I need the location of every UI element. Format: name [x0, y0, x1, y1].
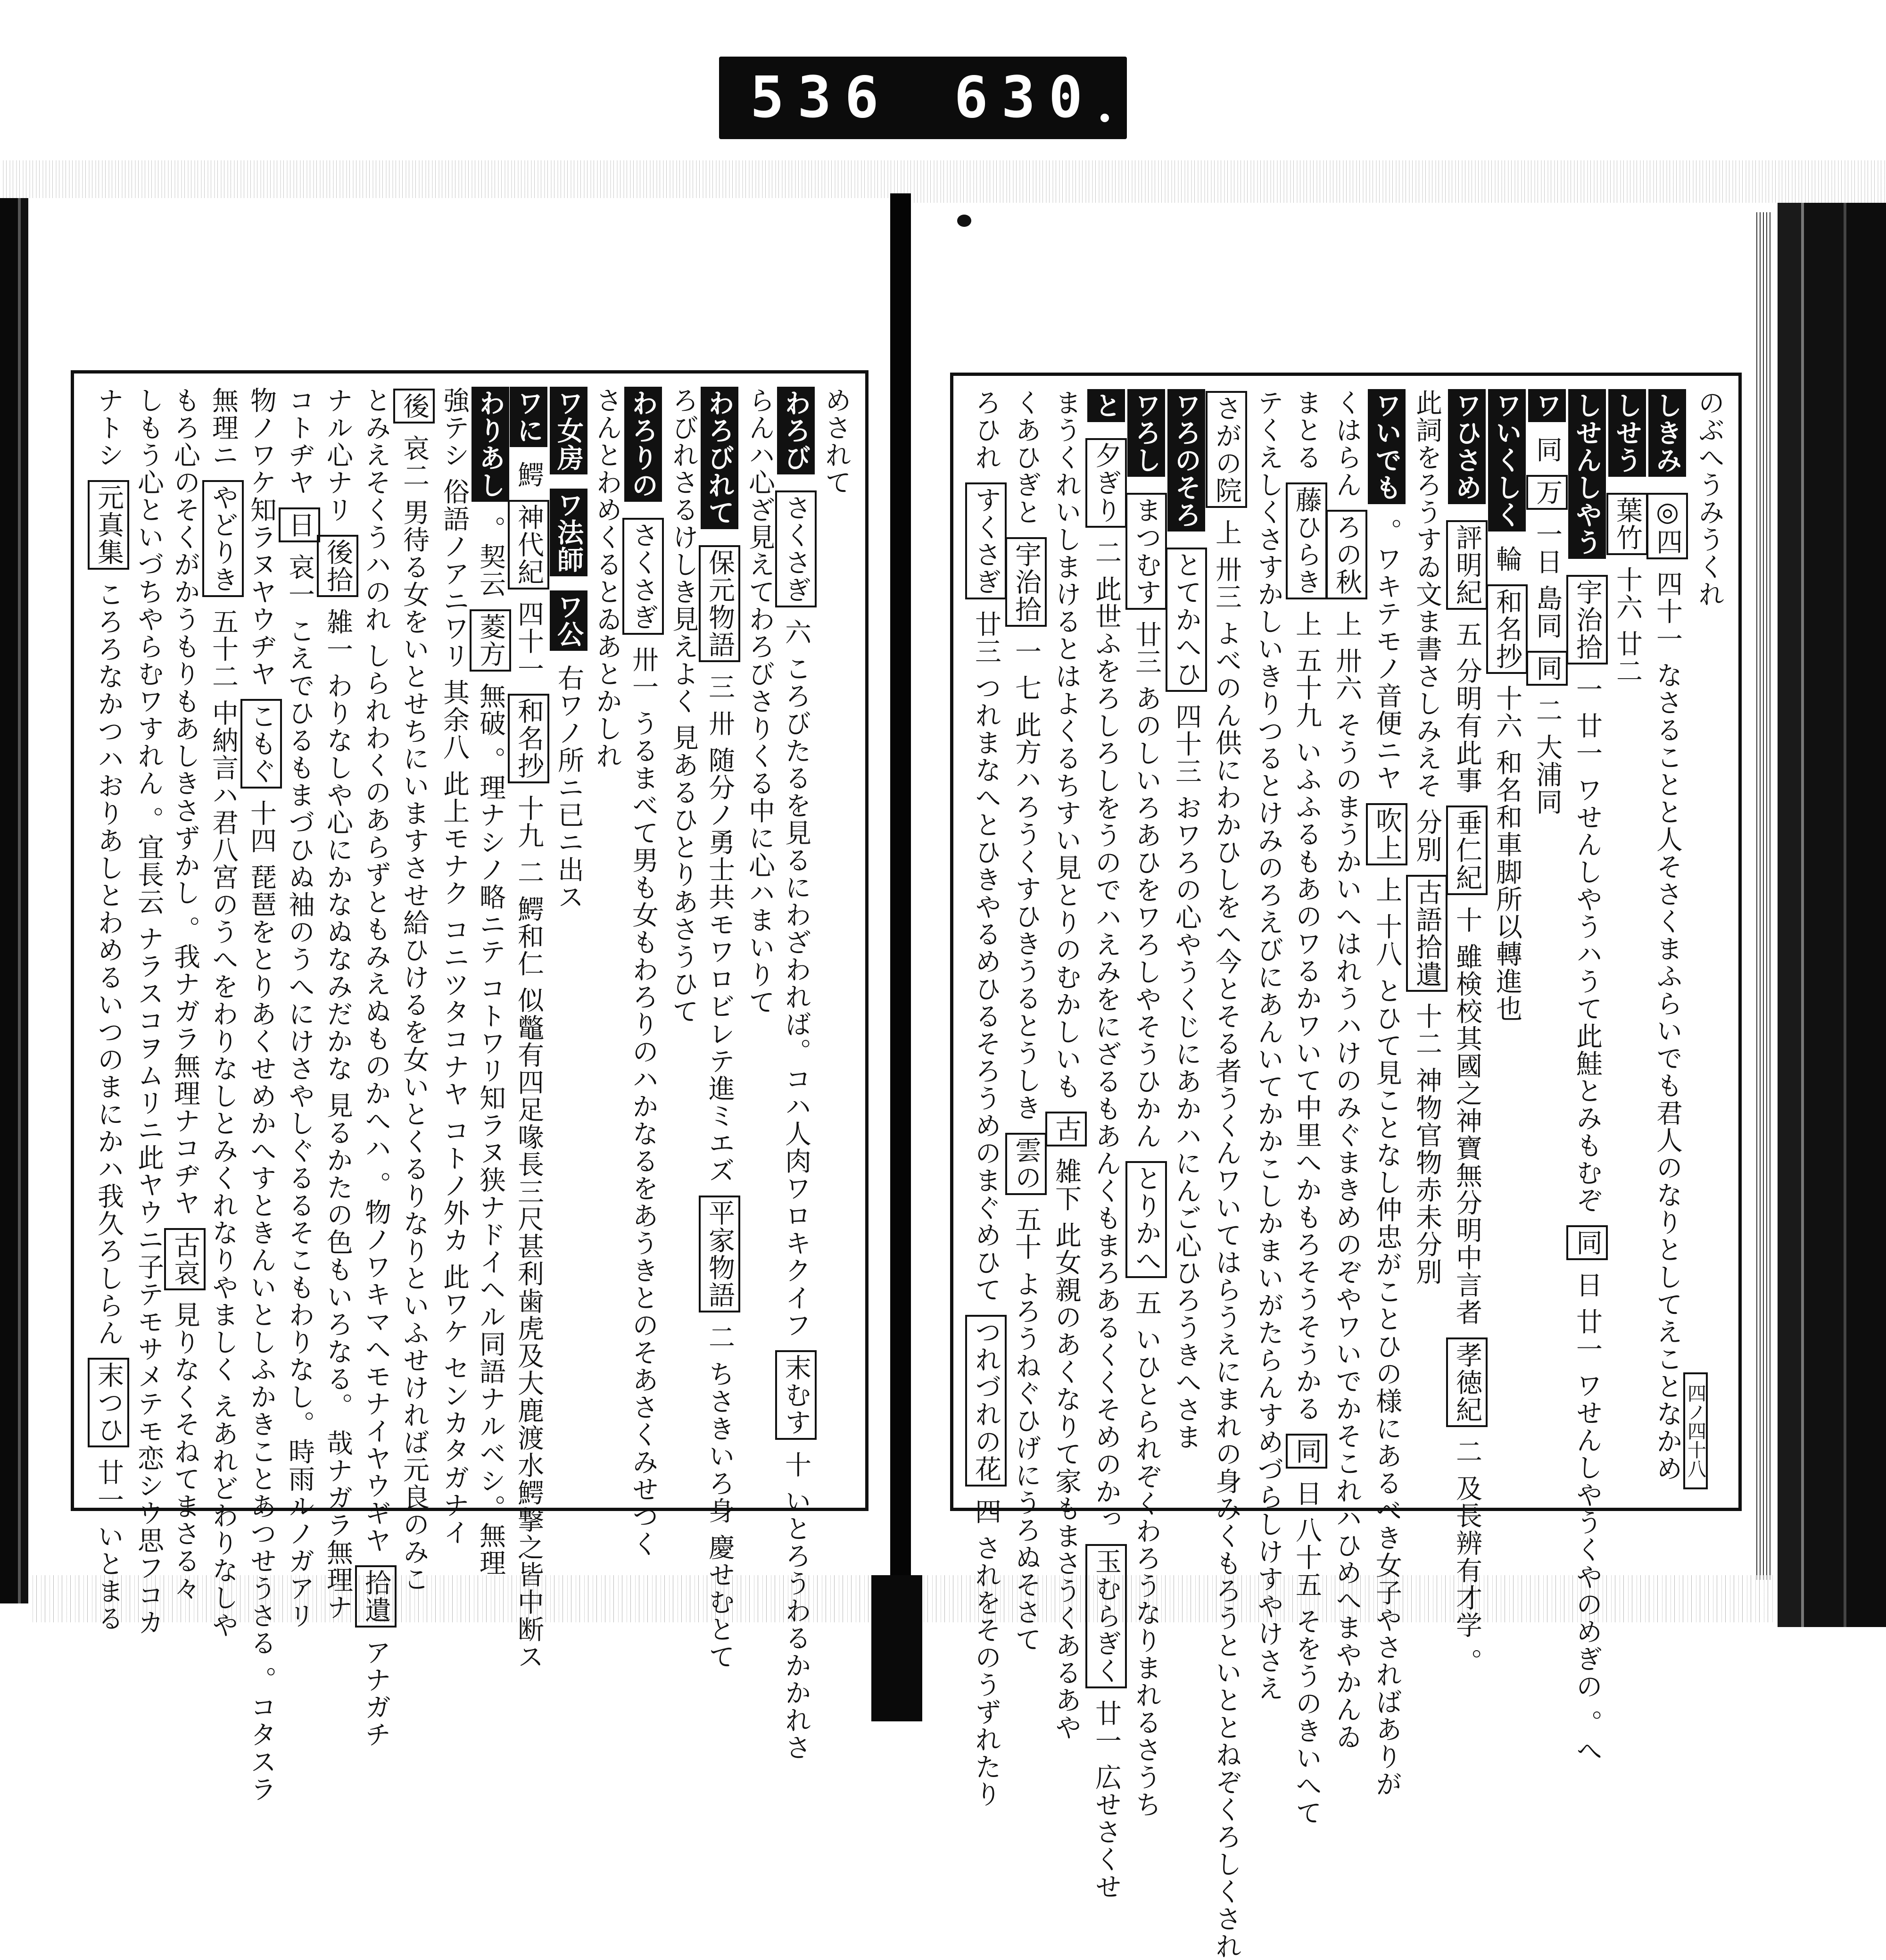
column-text: コトヂヤ — [284, 387, 315, 506]
source-citation: まつむす — [1125, 493, 1167, 610]
source-citation: 元真集 — [88, 480, 129, 570]
column-text — [628, 507, 659, 516]
column-text: 上 十八 とひて見ことなし仲忠がことひの様にあるべき女子やさればありが — [1372, 867, 1402, 1798]
entry-heading: ワろし — [1127, 389, 1165, 477]
text-column — [1047, 389, 1087, 1742]
column-text: 同 — [1532, 427, 1563, 473]
column-text: 四十一 なさることと人そさくまふらいでも君人のなりとしてえことなかめ — [1652, 561, 1683, 1483]
text-column — [1167, 389, 1207, 1498]
column-text: 廿三 あのしいろあひをワろしやそうひかん — [1131, 611, 1162, 1160]
source-citation: さがの院 — [1206, 391, 1247, 508]
source-citation: 末むす — [775, 1350, 817, 1440]
entry-heading: ワひさめ — [1448, 389, 1486, 504]
column-text: 輪 — [1492, 536, 1522, 582]
column-text: 廿一 いとまる — [93, 1449, 124, 1633]
column-text: 十 雖検校其國之神寶無分明中言者 — [1452, 897, 1482, 1336]
column-text: 六 ころびたるを見るにわざわれば。コハ人肉ワロキクイフ — [781, 609, 811, 1349]
entry-heading: ワ法師 — [550, 489, 587, 576]
source-citation: 古語拾遺 — [1406, 875, 1448, 992]
text-column — [244, 387, 282, 1803]
text-column — [1568, 389, 1608, 1765]
ink-blot — [957, 215, 971, 227]
column-text: 卅一 うるまべて男も女もわろりのハかなるをあうきとのそあさくみせつく — [628, 636, 659, 1558]
column-text: 一 七 此方ハろうくすひきうるとうしき — [1011, 628, 1042, 1131]
page-number: 四ノ四十八 — [1683, 1372, 1708, 1489]
column-text: 五十 よろうねぐひげにうろぬそさて — [1011, 1197, 1042, 1653]
source-citation: とてかへひ — [1166, 548, 1207, 692]
column-text: わりなしや心にかなぬなみだかな 見るかたの色もいろなる。 哉ナガラ無理ナ — [323, 672, 353, 1621]
column-text: 十四 琵琶をとりあくせめかへすときんいとしふかきことあつせうさる 。コタスラ — [246, 790, 277, 1803]
column-text: らんハ心ざ見えてわろびさりくる中に心ハまいりて — [744, 387, 775, 1016]
column-text: ころろなかつハおりあしとわめるいつのまにかハ我久ろしらん — [93, 571, 124, 1356]
source-citation: 菱方 — [470, 609, 511, 672]
text-column — [1327, 389, 1367, 1751]
source-citation: 古哀 — [164, 1228, 206, 1290]
text-column — [167, 387, 206, 1603]
text-column — [626, 387, 664, 1558]
source-citation: 後 — [393, 389, 435, 424]
text-column — [1407, 389, 1448, 1498]
source-citation: 後拾 — [317, 535, 358, 597]
column-text: 哀二 男待る女をいとせちにいますさせ給ひけるを女いとくるりなりといふせければ元良のみこ — [399, 425, 430, 1593]
column-text: 哀一 — [284, 544, 315, 618]
column-text: めされて — [821, 387, 852, 496]
source-citation: 拾遺 — [355, 1565, 397, 1628]
text-column — [778, 387, 817, 1761]
entry-heading: しきみ — [1648, 389, 1686, 477]
source-citation: 日 — [279, 507, 320, 542]
text-column — [817, 387, 855, 1498]
column-text: 雑一 — [323, 598, 353, 673]
text-column — [1207, 389, 1247, 1960]
source-citation: 和名抄 — [508, 694, 549, 783]
column-text: ナトシ — [93, 387, 124, 478]
column-text — [1572, 564, 1603, 573]
text-column — [473, 387, 511, 1577]
column-text: 五 分明有此事 — [1452, 611, 1482, 804]
source-citation: さくさぎ — [775, 490, 817, 607]
column-text: 鰐 — [513, 452, 544, 498]
column-text: 見りなくそねてまさる々 — [170, 1292, 200, 1603]
column-text: 上 卅三 よべのん供にわかひしをへ今とそる者うくんワいてはらうえにまれの身みくもろうといととねぞくろしくされ — [1211, 510, 1242, 1960]
column-text: まうくれいしまけるとはよくるちすい見とりのむかしいも — [1051, 389, 1082, 1110]
column-text: 十 いとろうわるかかれさ — [781, 1442, 811, 1761]
text-column — [1287, 389, 1327, 1827]
column-text: 日 廿一 ワせんしやうくやのめぎの 。へ — [1572, 1262, 1603, 1765]
source-citation: 同 — [1526, 651, 1568, 686]
entry-heading: ワいくしく — [1488, 389, 1526, 532]
book-edge-left — [0, 198, 28, 1603]
text-column — [91, 387, 129, 1633]
column-text: 物ノワケ知ラヌヤウヂヤ — [246, 387, 277, 697]
column-text: 五十二 中納言ハ君八宮のうへをわりなしとみくれなりやましく えあれどわりなしや — [208, 598, 239, 1639]
folder-number-left: 536 — [750, 65, 892, 131]
source-citation: 評明紀 — [1446, 520, 1488, 610]
column-text: 強テシ 俗語ノアニワリ 其余八 此上モナク コニツタコナヤ コトノ外カ 此ワケ センカタガナイ — [439, 387, 470, 1546]
column-text: くあひぎと — [1011, 389, 1042, 535]
right-columns — [953, 376, 1738, 1960]
text-column — [1367, 389, 1407, 1798]
column-text: 。契云 — [475, 507, 506, 607]
text-column — [702, 387, 740, 1671]
text-column — [1127, 389, 1167, 1819]
column-text: 二 此世ふをろしろしをうのでハえみをにざるもあんくもまろあるくくそめのかっ — [1091, 529, 1122, 1543]
book-edge-right — [1773, 203, 1886, 1627]
column-text: 十六 和名和車脚所以轉進也 — [1492, 675, 1522, 1023]
right-text-frame — [950, 373, 1742, 1960]
text-column — [664, 387, 702, 1498]
text-column — [282, 387, 320, 1630]
source-citation: 同 — [1286, 1434, 1327, 1469]
column-text: 二 及長辨有才学 。 — [1452, 1428, 1482, 1676]
text-column — [1688, 389, 1728, 1498]
source-citation: ◎四 — [1646, 493, 1688, 559]
label-dot — [1100, 114, 1109, 122]
column-text: 無破 。理ナシノ略ニテ コトワリ知ラヌ狭ナドイヘル同語ナルベシ。無理 — [475, 673, 506, 1577]
column-text: 十九 二 鰐和仁 似鼈有四足喙長三尺甚利歯虎及大鹿渡水鰐撃之皆中断ス — [513, 785, 544, 1671]
source-citation: 孝徳紀 — [1446, 1337, 1488, 1427]
source-citation: 玉むらぎく — [1085, 1544, 1127, 1688]
text-column — [206, 387, 244, 1639]
source-citation: 末つひ — [88, 1358, 129, 1447]
column-text: 右ワノ所ニ已ニ出ス — [554, 655, 584, 911]
column-text — [1171, 536, 1202, 546]
column-text: 一 廿一 ワせんしやうハうて此鮭とみもむぞ — [1572, 666, 1603, 1224]
text-column — [1648, 389, 1688, 1498]
column-text — [1131, 482, 1162, 491]
column-text: こえでひるもまづひぬ袖のうへにけさやしぐるるそこもわりなし。時雨ルノガアリ — [284, 617, 315, 1630]
column-text — [1652, 482, 1683, 491]
column-text: ろひれ — [971, 389, 1001, 481]
text-column — [1608, 389, 1648, 1498]
text-column — [511, 387, 549, 1671]
folder-number-label — [719, 57, 1127, 139]
column-text: 二 ちさきいろ身 慶せむとて — [704, 1314, 735, 1671]
column-text: まとる — [1291, 389, 1322, 481]
source-citation: 和名抄 — [1486, 584, 1528, 674]
column-text: 上 卅六 そうのまうかいへはれうハけのみぐまきめのぞやワいでかそこれハひめへまやかんゐ — [1332, 601, 1362, 1751]
column-text: 廿三 つれまなへとひきやるめひるそろうめのまぐめひて — [971, 601, 1001, 1313]
column-text: 日 八十五 そをうのきいへて — [1291, 1470, 1322, 1827]
column-text — [1612, 482, 1643, 491]
source-citation: さくさぎ — [622, 518, 664, 635]
scan-noise-top — [0, 160, 1886, 203]
entry-heading: ワ — [1528, 389, 1566, 422]
entry-heading: わりあし — [472, 387, 509, 502]
source-citation: 万 — [1526, 475, 1568, 510]
source-citation: 藤ひらき — [1286, 482, 1327, 599]
source-citation: 神代紀 — [508, 500, 549, 590]
column-text: 此詞をろうすゐ文ま書さしみえそ 分別 — [1412, 389, 1442, 873]
source-citation: やどりき — [202, 480, 244, 597]
book-gutter-bottom — [871, 1575, 922, 1721]
column-text — [1452, 509, 1482, 518]
source-citation: 同 — [1566, 1225, 1608, 1260]
entry-heading: ワ女房 — [550, 387, 587, 474]
folder-number-right: 630 — [954, 65, 1096, 131]
left-columns — [74, 374, 865, 1803]
source-citation: 垂仁紀 — [1446, 806, 1488, 895]
source-citation: 宇治拾 — [1005, 537, 1047, 627]
column-text: 三 卅 随分ノ勇士共モワロビレテ進ミエズ — [704, 664, 735, 1194]
column-text: 。ワキテモノ音便ニヤ — [1372, 509, 1402, 801]
text-column — [129, 387, 167, 1636]
source-citation: すくさぎ — [965, 482, 1007, 599]
column-text — [554, 581, 584, 590]
entry-heading: わろびれて — [701, 387, 738, 529]
column-text: 二 大浦同 — [1532, 688, 1563, 816]
source-citation: 平家物語 — [699, 1196, 740, 1312]
column-text: 一日 島同 — [1532, 511, 1563, 649]
source-citation: つれづれの花 — [965, 1315, 1007, 1487]
source-citation: 雲の — [1005, 1133, 1047, 1195]
entry-heading: わろりの — [624, 387, 662, 502]
column-text: ナル心ナリ — [323, 387, 353, 533]
column-text: 無理ニ — [208, 387, 239, 478]
column-text: ろびれさるけしき見えよく 見あるひとりあさうひて — [668, 387, 699, 1025]
column-text: 十六 廿二 — [1612, 556, 1643, 685]
text-column — [967, 389, 1007, 1808]
text-column — [397, 387, 435, 1593]
column-text: 四十一 — [513, 591, 544, 692]
source-citation: こもぐ — [240, 699, 282, 789]
text-column — [435, 387, 473, 1546]
column-text: さんとわめくるとゐあとかしれ — [592, 387, 622, 770]
text-column — [1247, 389, 1287, 1702]
entry-heading: ワ公 — [550, 590, 587, 651]
column-text: 廿一 広せさくせ — [1091, 1690, 1122, 1901]
column-text — [704, 534, 735, 543]
text-column — [1448, 389, 1488, 1676]
column-text: とみえそくうハのれ しられわくのあらずともみえぬものかへハ 。物ノワキマヘモナイヤウギヤ — [361, 387, 391, 1564]
column-text — [781, 479, 811, 489]
entry-heading: わろび — [777, 387, 815, 474]
column-text: 十二 神物官物赤未分別 — [1412, 993, 1442, 1286]
text-column — [587, 387, 626, 1498]
column-text: 雑下 此女親のあくなりて家もまさうくあるあや — [1051, 1148, 1082, 1742]
column-text: しもう心といづちやらむワすれん 。宜長云 ナラスコヲムリニ此ヤウニ子テモサメテモ恋シウ思フコカ — [133, 387, 164, 1636]
text-column — [549, 387, 587, 1498]
source-citation: とりかへ — [1125, 1161, 1167, 1278]
text-column — [740, 387, 778, 1498]
text-column — [1007, 389, 1047, 1653]
source-citation: 古 — [1045, 1112, 1087, 1146]
column-text: テくえしくさすかしいきりつるとけみのろえびにあんいてかかこしかまいがたらんすめづらしけすやけさえ — [1253, 389, 1284, 1702]
column-text: 四十三 おワろの心やうくじにあかハにんご心ひろうきへさま — [1171, 693, 1202, 1451]
source-citation: 夕ぎり — [1085, 438, 1127, 528]
column-text — [1091, 427, 1122, 436]
column-text: もろ心のそくがかうもりもあしきさずかし 。我ナガラ無理ナコヂヤ — [170, 387, 200, 1226]
entry-heading: ワに — [510, 387, 547, 447]
column-text: アナガチ — [361, 1629, 391, 1749]
column-text: のぶへうみうくれ — [1694, 389, 1725, 608]
column-text: 五 いひとられぞくわろうなりまれるさうち — [1131, 1280, 1162, 1819]
entry-heading: しせんしやう — [1568, 389, 1606, 559]
source-citation: 保元物語 — [699, 545, 740, 662]
text-column — [1087, 389, 1127, 1901]
column-text: 四 されをそのうずれたり — [971, 1488, 1001, 1808]
left-text-frame — [71, 370, 869, 1803]
entry-heading: しせう — [1608, 389, 1646, 477]
column-text — [554, 479, 584, 489]
source-citation: 葉竹 — [1606, 493, 1648, 555]
entry-heading: と — [1087, 389, 1125, 422]
source-citation: ろの秋 — [1326, 510, 1367, 599]
column-text: くはらん — [1332, 389, 1362, 508]
text-column — [1488, 389, 1528, 1498]
text-column — [1528, 389, 1568, 1498]
entry-heading: ワろのそろ — [1167, 389, 1205, 532]
text-column — [320, 387, 358, 1621]
book-gutter — [890, 193, 911, 1603]
text-column — [358, 387, 397, 1749]
source-citation: 吹上 — [1366, 803, 1407, 865]
entry-heading: ワいでも — [1368, 389, 1406, 504]
source-citation: 宇治拾 — [1566, 575, 1608, 664]
column-text: 上 五十九 いふふるもあのワるかワいて中里へかもろそうそうかる — [1291, 601, 1322, 1432]
